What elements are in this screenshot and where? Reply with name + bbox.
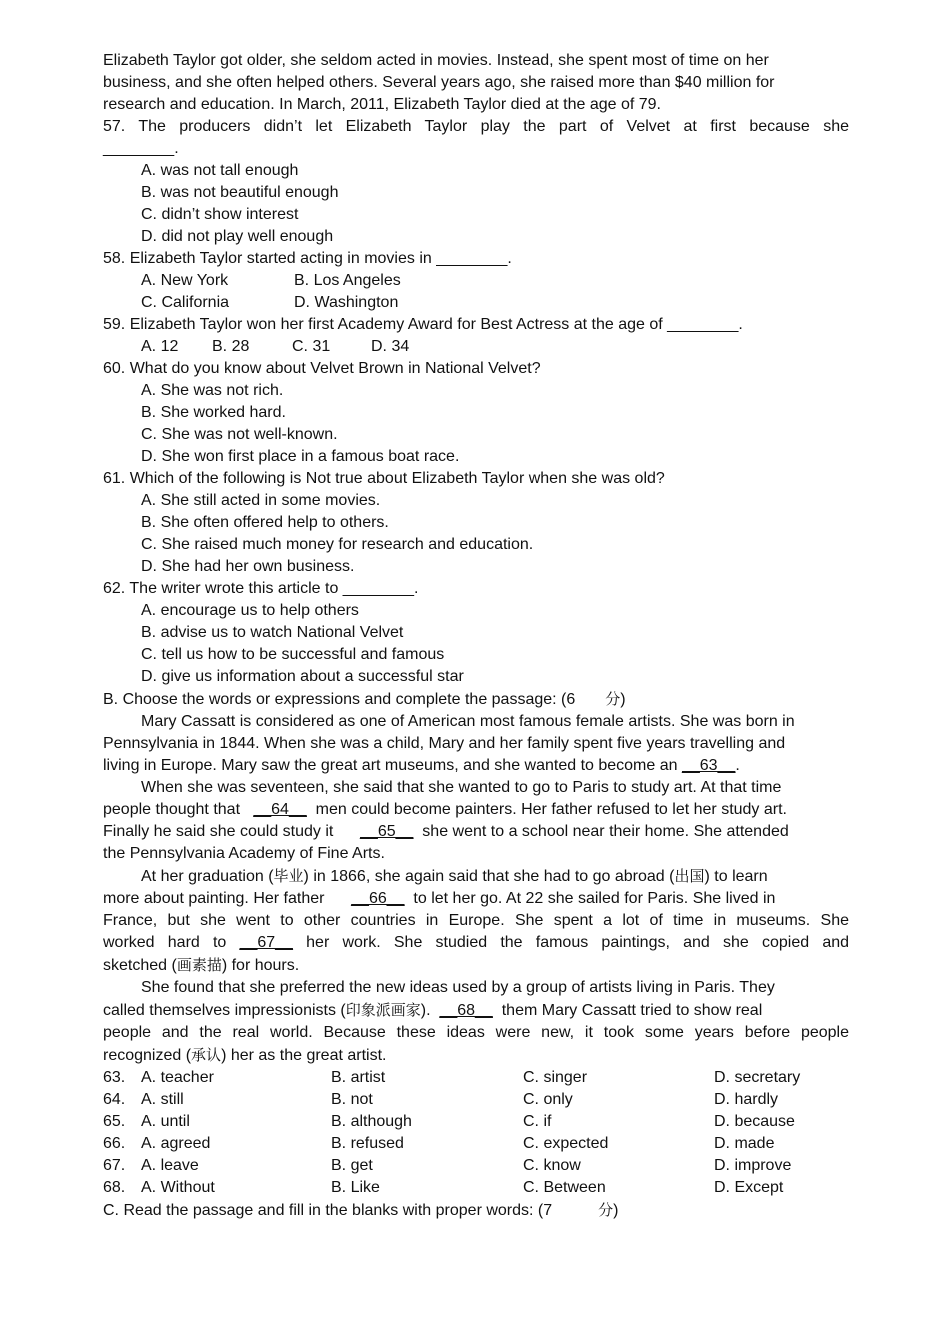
passage-text: she went to a school near their home. She attended (422, 823, 789, 840)
choice-row (103, 1133, 849, 1155)
passage-text: men could become painters. Her father refused to let her study art. (315, 801, 787, 818)
worksheet-page (103, 50, 849, 1222)
option-d: D. give us information about a successful star (141, 668, 464, 685)
option-a: A. 12 (141, 338, 179, 355)
choice-b: B. not (331, 1091, 373, 1108)
chinese-gloss: 毕业 (273, 867, 304, 885)
question-stem: 61. Which of the following is Not true about Elizabeth Taylor when she was old? (103, 470, 665, 487)
passage (103, 711, 849, 1067)
passage-text: ) for hours. (221, 957, 300, 974)
intro-paragraph (103, 50, 849, 116)
question-stem: 59. Elizabeth Taylor won her first Academy Award for Best Actress at the age of ________. (103, 316, 743, 333)
passage-line (103, 865, 849, 888)
section-heading (103, 688, 849, 711)
passage-line (103, 755, 849, 777)
section-heading-close: ) (613, 1202, 619, 1219)
option-b: B. 28 (212, 338, 250, 355)
passage-line: Mary Cassatt is considered as one of American most famous female artists. She was born in (141, 713, 795, 730)
question-stem: 60. What do you know about Velvet Brown in National Velvet? (103, 360, 541, 377)
question-62 (103, 578, 849, 688)
intro-line: business, and she often helped others. Several years ago, she raised more than $40 million for (103, 74, 775, 91)
option-d: D. She won first place in a famous boat race. (141, 448, 460, 465)
question-57 (103, 116, 849, 248)
option-d: D. She had her own business. (141, 558, 355, 575)
choice-b: B. although (331, 1113, 412, 1130)
section-heading-close: ) (620, 691, 626, 708)
choice-row (103, 1111, 849, 1133)
choice-d: D. Except (714, 1179, 784, 1196)
passage-line (103, 799, 849, 821)
choice-row (103, 1067, 849, 1089)
choice-b: B. refused (331, 1135, 404, 1152)
passage-line (103, 999, 849, 1022)
section-b (103, 688, 849, 1199)
passage-text: . (735, 757, 740, 774)
option-b: B. was not beautiful enough (141, 184, 339, 201)
passage-line: Pennsylvania in 1844. When she was a child, Mary and her family spent five years travelling and (103, 735, 786, 752)
choice-a: A. still (141, 1091, 184, 1108)
blank-64: __64__ (253, 801, 307, 818)
section-heading-text: B. Choose the words or expressions and complete the passage: (6 (103, 691, 576, 708)
choice-b: B. Like (331, 1179, 380, 1196)
passage-text: to let her go. At 22 she sailed for Paris. She lived in (413, 890, 776, 907)
options-row (103, 270, 849, 292)
passage-line: the Pennsylvania Academy of Fine Arts. (103, 845, 385, 862)
section-heading-text: C. Read the passage and fill in the blanks with proper words: (7 (103, 1202, 553, 1219)
option-d: D. Washington (294, 294, 399, 311)
passage-text: ) in 1866, she again said that she had to go abroad ( (303, 868, 675, 885)
choice-a: A. leave (141, 1157, 199, 1174)
passage-text: At her graduation ( (141, 868, 274, 885)
question-59 (103, 314, 849, 358)
option-b: B. She worked hard. (141, 404, 286, 421)
choice-a: A. Without (141, 1179, 215, 1196)
option-d: D. did not play well enough (141, 228, 334, 245)
passage-line: When she was seventeen, she said that she wanted to go to Paris to study art. At that time (141, 779, 782, 796)
choice-row (103, 1155, 849, 1177)
option-a: A. She still acted in some movies. (141, 492, 381, 509)
passage-line (103, 954, 849, 977)
option-d: D. 34 (371, 338, 410, 355)
passage-line (103, 1044, 849, 1067)
choice-number: 67. (103, 1157, 126, 1174)
choice-b: B. get (331, 1157, 373, 1174)
chinese-gloss: 印象派画家 (345, 1001, 421, 1019)
passage-line (103, 888, 849, 910)
option-c: C. She was not well-known. (141, 426, 338, 443)
question-stem: 62. The writer wrote this article to ________. (103, 580, 419, 597)
options-row (103, 292, 849, 314)
passage-text: people thought that (103, 801, 241, 818)
choice-number: 63. (103, 1069, 126, 1086)
answer-blank: ________. (103, 140, 179, 157)
option-b: B. Los Angeles (294, 272, 401, 289)
option-c: C. tell us how to be successful and famous (141, 646, 445, 663)
score-unit: 分 (598, 1201, 614, 1219)
choice-number: 64. (103, 1091, 126, 1108)
passage-line: people and the real world. Because these ideas were new, it took some years before people (103, 1024, 849, 1041)
choice-a: A. until (141, 1113, 190, 1130)
passage-line (103, 932, 849, 954)
section-c (103, 1199, 849, 1222)
passage-line (103, 821, 849, 843)
blank-65: __65__ (360, 823, 414, 840)
question-stem: 57. The producers didn’t let Elizabeth Taylor play the part of Velvet at first because she (103, 118, 849, 135)
choice-a: A. teacher (141, 1069, 214, 1086)
passage-text: recognized ( (103, 1047, 192, 1064)
option-a: A. New York (141, 272, 229, 289)
choice-c: C. Between (523, 1179, 606, 1196)
passage-text: ) her as the great artist. (221, 1047, 387, 1064)
passage-text: Finally he said she could study it (103, 823, 334, 840)
choice-c: C. singer (523, 1069, 588, 1086)
option-c: C. California (141, 294, 230, 311)
choice-a: A. agreed (141, 1135, 211, 1152)
blank-63: __63__ (681, 757, 736, 774)
question-stem: 58. Elizabeth Taylor started acting in movies in ________. (103, 250, 512, 267)
blank-68: __68__ (439, 1002, 493, 1019)
choice-number: 68. (103, 1179, 126, 1196)
choice-d: D. secretary (714, 1069, 801, 1086)
chinese-gloss: 出国 (674, 867, 705, 885)
option-b: B. She often offered help to others. (141, 514, 389, 531)
option-c: C. She raised much money for research and education. (141, 536, 534, 553)
passage-line: She found that she preferred the new ideas used by a group of artists living in Paris. They (141, 979, 775, 996)
choice-d: D. improve (714, 1157, 792, 1174)
passage-text: living in Europe. Mary saw the great art museums, and she wanted to become an (103, 757, 678, 774)
choice-number: 65. (103, 1113, 126, 1130)
passage-text: ). (420, 1002, 431, 1019)
option-a: A. She was not rich. (141, 382, 284, 399)
choice-number: 66. (103, 1135, 126, 1152)
passage-text: her work. She studied the famous paintings, and she copied and (306, 934, 850, 951)
intro-line: Elizabeth Taylor got older, she seldom acted in movies. Instead, she spent most of time on her (103, 52, 769, 69)
options-row (103, 336, 849, 358)
option-a: A. encourage us to help others (141, 602, 359, 619)
blank-66: __66__ (351, 890, 405, 907)
choice-b: B. artist (331, 1069, 386, 1086)
choice-d: D. hardly (714, 1091, 779, 1108)
passage-line: France, but she went to other countries in Europe. She spent a lot of time in museums. She (103, 912, 849, 929)
question-61 (103, 468, 849, 578)
choice-c: C. expected (523, 1135, 609, 1152)
passage-text: called themselves impressionists ( (103, 1002, 346, 1019)
option-c: C. didn’t show interest (141, 206, 299, 223)
passage-text: worked hard to (103, 934, 227, 951)
choices-table (103, 1067, 849, 1199)
passage-text: them Mary Cassatt tried to show real (501, 1002, 763, 1019)
choice-c: C. only (523, 1091, 573, 1108)
intro-line: research and education. In March, 2011, Elizabeth Taylor died at the age of 79. (103, 96, 661, 113)
passage-text: ) to learn (704, 868, 768, 885)
option-a: A. was not tall enough (141, 162, 299, 179)
option-c: C. 31 (292, 338, 331, 355)
choice-row (103, 1089, 849, 1111)
score-unit: 分 (605, 690, 621, 708)
question-60 (103, 358, 849, 468)
choice-c: C. if (523, 1113, 552, 1130)
choice-d: D. because (714, 1113, 795, 1130)
section-heading (103, 1199, 849, 1222)
chinese-gloss: 画素描 (176, 956, 222, 974)
passage-text: sketched ( (103, 957, 177, 974)
choice-c: C. know (523, 1157, 581, 1174)
question-58 (103, 248, 849, 314)
choice-row (103, 1177, 849, 1199)
option-b: B. advise us to watch National Velvet (141, 624, 404, 641)
passage-text: more about painting. Her father (103, 890, 325, 907)
chinese-gloss: 承认 (191, 1046, 222, 1064)
choice-d: D. made (714, 1135, 775, 1152)
blank-67: __67__ (239, 934, 293, 951)
